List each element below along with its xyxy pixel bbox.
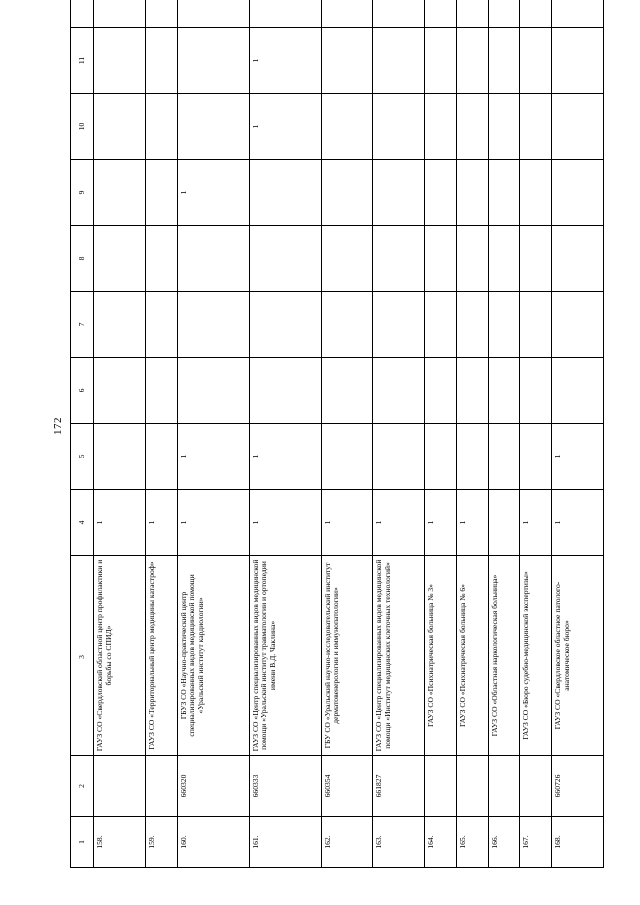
row-value-5: 1 [177, 424, 249, 490]
row-code [425, 756, 457, 817]
row-value-4: 1 [373, 490, 425, 556]
row-value-8 [373, 226, 425, 292]
row-value-7 [456, 292, 488, 358]
row-value-11 [552, 28, 604, 94]
row-value-6 [177, 358, 249, 424]
row-value-8 [425, 226, 457, 292]
row-value-8 [94, 226, 146, 292]
row-code: 661827 [373, 756, 425, 817]
header-cell-5: 5 [71, 424, 94, 490]
row-value-10 [552, 94, 604, 160]
row-value-5 [145, 424, 177, 490]
row-name: ГБУ СО «Уральский научно-исследовательский институт дерматовенерологии и иммунопатологии» [321, 556, 373, 756]
row-value-5 [373, 424, 425, 490]
row-value-10 [456, 94, 488, 160]
row-number: 163. [373, 817, 425, 868]
row-value-12 [249, 0, 321, 28]
row-value-12 [425, 0, 457, 28]
row-value-8 [488, 226, 520, 292]
row-value-11 [456, 28, 488, 94]
row-value-11 [373, 28, 425, 94]
row-name: ГАУЗ СО «Свердловское областное патолого-анатомическое бюро» [552, 556, 604, 756]
table-row [456, 0, 488, 868]
row-name: ГАУЗ СО «Свердловский областной центр профилактики и борьбы со СПИД» [94, 556, 146, 756]
row-value-7 [552, 292, 604, 358]
header-cell-4: 4 [71, 490, 94, 556]
row-name: ГАУЗ СО «Психиатрическая больница № 3» [425, 556, 457, 756]
row-value-7 [249, 292, 321, 358]
row-value-12 [177, 0, 249, 28]
row-value-4: 1 [425, 490, 457, 556]
row-value-12 [321, 0, 373, 28]
page-number: 172 [52, 417, 64, 435]
table-row [552, 0, 604, 868]
row-value-10 [488, 94, 520, 160]
row-value-10 [520, 94, 552, 160]
row-code [488, 756, 520, 817]
row-value-10 [177, 94, 249, 160]
header-cell-8: 8 [71, 226, 94, 292]
row-value-10 [145, 94, 177, 160]
row-value-9 [145, 160, 177, 226]
row-value-4: 1 [94, 490, 146, 556]
header-cell-11: 11 [71, 28, 94, 94]
row-value-4: 1 [177, 490, 249, 556]
row-value-6 [321, 358, 373, 424]
row-value-5 [520, 424, 552, 490]
header-cell-2: 2 [71, 756, 94, 817]
rotated-table-wrapper [70, 36, 604, 868]
row-value-10 [321, 94, 373, 160]
table-row [520, 0, 552, 868]
row-number: 161. [249, 817, 321, 868]
row-value-9 [520, 160, 552, 226]
row-code [94, 756, 146, 817]
row-value-5 [488, 424, 520, 490]
row-value-4: 1 [249, 490, 321, 556]
row-value-5 [425, 424, 457, 490]
row-value-6 [373, 358, 425, 424]
header-cell-10: 10 [71, 94, 94, 160]
row-name: ГАУЗ СО «Психиатрическая больница № 6» [456, 556, 488, 756]
row-value-8 [520, 226, 552, 292]
table-row [425, 0, 457, 868]
row-value-11 [145, 28, 177, 94]
row-value-6 [520, 358, 552, 424]
row-value-9 [321, 160, 373, 226]
row-value-5 [456, 424, 488, 490]
table-header-row [71, 0, 94, 868]
row-value-8 [552, 226, 604, 292]
row-value-6 [94, 358, 146, 424]
header-cell-12 [71, 0, 94, 28]
row-value-8 [177, 226, 249, 292]
row-value-7 [145, 292, 177, 358]
row-name: ГАУЗ СО «Бюро судебно-медицинской экспертизы» [520, 556, 552, 756]
row-value-7 [94, 292, 146, 358]
row-value-9 [249, 160, 321, 226]
row-code: 660354 [321, 756, 373, 817]
row-number: 158. [94, 817, 146, 868]
row-value-7 [520, 292, 552, 358]
row-value-9 [552, 160, 604, 226]
row-value-4: 1 [456, 490, 488, 556]
row-value-9 [94, 160, 146, 226]
row-value-4: 1 [552, 490, 604, 556]
row-number: 159. [145, 817, 177, 868]
facilities-table [70, 0, 604, 868]
table-row [177, 0, 249, 868]
row-value-7 [177, 292, 249, 358]
row-value-11 [177, 28, 249, 94]
row-value-9 [425, 160, 457, 226]
row-number: 160. [177, 817, 249, 868]
row-value-5 [94, 424, 146, 490]
header-cell-3: 3 [71, 556, 94, 756]
row-value-6 [249, 358, 321, 424]
row-value-7 [321, 292, 373, 358]
row-value-6 [488, 358, 520, 424]
row-code: 660726 [552, 756, 604, 817]
row-value-7 [425, 292, 457, 358]
row-number: 166. [488, 817, 520, 868]
row-value-6 [456, 358, 488, 424]
table-row [488, 0, 520, 868]
row-value-12 [488, 0, 520, 28]
table-row [321, 0, 373, 868]
row-value-6 [425, 358, 457, 424]
header-cell-9: 9 [71, 160, 94, 226]
rotated-table-inner [70, 36, 604, 868]
row-value-10: 1 [249, 94, 321, 160]
row-value-5 [321, 424, 373, 490]
row-name: ГАУЗ СО «Территориальный центр медицины катастроф» [145, 556, 177, 756]
row-number: 167. [520, 817, 552, 868]
row-name: ГБУЗ СО «Научно-практический центр специализированных видов медицинской помощи «Уральский институт кардиологии» [177, 556, 249, 756]
row-value-12 [373, 0, 425, 28]
header-cell-6: 6 [71, 358, 94, 424]
table-row [145, 0, 177, 868]
header-cell-1: 1 [71, 817, 94, 868]
row-name: ГАУЗ СО «Областная наркологическая больница» [488, 556, 520, 756]
row-number: 164. [425, 817, 457, 868]
row-number: 162. [321, 817, 373, 868]
row-value-12 [94, 0, 146, 28]
row-value-11 [520, 28, 552, 94]
row-value-12 [456, 0, 488, 28]
row-value-12 [145, 0, 177, 28]
table-row [94, 0, 146, 868]
table-row [373, 0, 425, 868]
row-code [456, 756, 488, 817]
row-value-9 [373, 160, 425, 226]
row-value-6 [145, 358, 177, 424]
row-value-7 [488, 292, 520, 358]
row-value-8 [321, 226, 373, 292]
row-value-10 [373, 94, 425, 160]
row-value-4: 1 [145, 490, 177, 556]
row-value-9: 1 [177, 160, 249, 226]
row-code: 660333 [249, 756, 321, 817]
row-value-10 [94, 94, 146, 160]
row-value-11 [94, 28, 146, 94]
row-value-7 [373, 292, 425, 358]
row-value-6 [552, 358, 604, 424]
row-code: 660320 [177, 756, 249, 817]
table-body [71, 0, 604, 868]
row-name: ГАУЗ СО «Центр специализированных видов медицинской помощи «Уральский институт травматологии и ортопедии имени В.Д. Чаклина» [249, 556, 321, 756]
row-value-9 [456, 160, 488, 226]
row-value-9 [488, 160, 520, 226]
row-value-11 [321, 28, 373, 94]
row-name: ГАУЗ СО «Центр специализированных видов медицинской помощи «Институт медицинских клеточных технологий» [373, 556, 425, 756]
row-value-4: 1 [321, 490, 373, 556]
header-cell-7: 7 [71, 292, 94, 358]
row-value-12 [552, 0, 604, 28]
row-number: 165. [456, 817, 488, 868]
row-value-4: 1 [520, 490, 552, 556]
row-value-11: 1 [249, 28, 321, 94]
row-code [145, 756, 177, 817]
row-value-8 [145, 226, 177, 292]
table-row [249, 0, 321, 868]
row-value-12 [520, 0, 552, 28]
row-value-8 [456, 226, 488, 292]
row-value-11 [488, 28, 520, 94]
row-value-11 [425, 28, 457, 94]
row-value-5: 1 [249, 424, 321, 490]
row-value-8 [249, 226, 321, 292]
row-value-5: 1 [552, 424, 604, 490]
row-number: 168. [552, 817, 604, 868]
row-value-10 [425, 94, 457, 160]
row-value-4 [488, 490, 520, 556]
row-code [520, 756, 552, 817]
